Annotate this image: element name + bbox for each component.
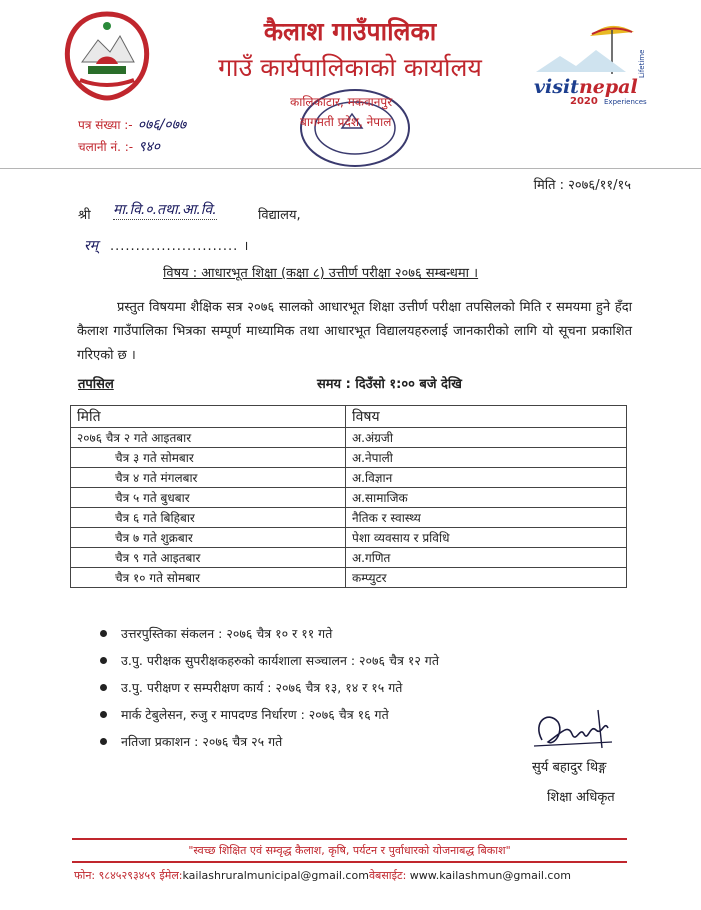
visit-word: visit [534, 76, 579, 98]
chalani-number [78, 136, 160, 156]
list-item [100, 728, 439, 755]
table-cell-subject: अ.अंग्रजी [346, 428, 627, 448]
footer-email-label: ईमेल: [159, 869, 183, 882]
patra-value: ०७६/०७७ [137, 117, 187, 133]
list-item [100, 620, 439, 647]
table-cell-subject: अ.गणित [346, 548, 627, 568]
table-header-date: मिति [71, 406, 346, 428]
patra-sankhya [78, 114, 186, 134]
exam-time: समय : दिउँसो १:०० बजे देखि [317, 377, 462, 392]
visit-year: 2020 [570, 96, 598, 107]
body-paragraph: प्रस्तुत विषयमा शैक्षिक सत्र २०७६ सालको आधारभूत शिक्षा उत्तीर्ण परीक्षा तपसिलको मिति र समयमा हुने हँदा कैलाश गाउँपालिका भित्रका सम्पूर्ण माध्यामिक तथा आधारभूत विद्यालयहरुलाई जानकारीको लागि यो सूचना प्रकाशित गरिएको छ । [77, 300, 632, 363]
signatory-title: शिक्षा अधिकृत [547, 790, 615, 805]
bullet-icon [100, 684, 107, 691]
table-row [71, 568, 627, 588]
bullet-icon [100, 630, 107, 637]
chalani-label: चलानी नं. :- [78, 140, 134, 154]
table-header-subject: विषय [346, 406, 627, 428]
list-item [100, 674, 439, 701]
list-item [100, 701, 439, 728]
table-cell-date: चैत्र ५ गते बुधबार [71, 488, 346, 508]
office-title: गाउँ कार्यपालिकाको कार्यालय [218, 53, 482, 82]
list-item-text: उ.पु. परीक्षण र सम्परीक्षण कार्य : २०७६ चैत्र १३, १४ र १५ गते [121, 680, 403, 695]
exam-schedule-table [70, 405, 627, 588]
footer-website: www.kailashmun@gmail.com [409, 869, 571, 882]
visit-nepal-logo [530, 14, 670, 110]
table-row [71, 468, 627, 488]
footer-motto: "स्वच्छ शिक्षित एवं सम्वृद्ध कैलाश, कृषि, पर्यटन र पुर्वाधारको योजनाबद्ध बिकाश" [188, 844, 511, 857]
visit-tagline-1: Lifetime [638, 49, 646, 78]
list-item-text: उत्तरपुस्तिका संकलन : २०७६ चैत्र १० र ११ गते [121, 626, 333, 641]
table-cell-subject: अ.विज्ञान [346, 468, 627, 488]
address-line-1: कालिकाटार, मकवानपुर [290, 95, 393, 109]
recipient-place: रम् [84, 238, 99, 254]
table-row [71, 448, 627, 468]
signature [528, 702, 618, 758]
visit-tagline-2: Experiences [604, 98, 647, 106]
table-header-row [71, 406, 627, 428]
table-cell-date: चैत्र ६ गते बिहिबार [71, 508, 346, 528]
list-item-text: उ.पु. परीक्षक सुपरीक्षकहरुको कार्यशाला सञ्चालन : २०७६ चैत्र १२ गते [121, 653, 439, 668]
list-item [100, 647, 439, 674]
table-cell-date: २०७६ चैत्र २ गते आइतबार [71, 428, 346, 448]
subject-line: विषय : आधारभूत शिक्षा (कक्षा ८) उत्तीर्ण परीक्षा २०७६ सम्बन्धमा । [163, 266, 479, 281]
recipient-dots: ......................... । [110, 239, 250, 254]
footer-contact [74, 868, 571, 883]
nepal-word: nepal [578, 76, 638, 98]
org-title: कैलाश गाउँपालिका [263, 17, 437, 46]
footer-divider-top [72, 838, 627, 840]
recipient-prefix: श्री [78, 208, 91, 223]
bullet-icon [100, 657, 107, 664]
table-cell-date: चैत्र ४ गते मंगलबार [71, 468, 346, 488]
table-cell-date: चैत्र ९ गते आइतबार [71, 548, 346, 568]
footer-phone: फोन: ९८४५२९३४५९ [74, 869, 156, 882]
header-divider [0, 168, 701, 169]
list-item-text: मार्क टेबुलेसन, रुजु र मापदण्ड निर्धारण : २०७६ चैत्र १६ गते [121, 707, 389, 722]
table-row [71, 528, 627, 548]
bullet-icon [100, 711, 107, 718]
footer-email: kailashruralmunicipal@gmail.com [182, 869, 369, 882]
signatory-name: सुर्य बहादुर थिङ्ग [532, 760, 607, 775]
table-cell-subject: कम्प्युटर [346, 568, 627, 588]
table-row [71, 548, 627, 568]
table-cell-subject: नैतिक र स्वास्थ्य [346, 508, 627, 528]
table-cell-subject: पेशा व्यवसाय र प्रविधि [346, 528, 627, 548]
table-row [71, 508, 627, 528]
patra-label: पत्र संख्या :- [78, 118, 133, 132]
table-cell-date: चैत्र ३ गते सोमबार [71, 448, 346, 468]
table-cell-subject: अ.सामाजिक [346, 488, 627, 508]
letter-date: मिति : २०७६/११/१५ [533, 178, 631, 193]
recipient-suffix: विद्यालय, [258, 208, 301, 223]
footer-divider-bottom [72, 861, 627, 863]
schedule-points [100, 620, 439, 755]
table-cell-date: चैत्र १० गते सोमबार [71, 568, 346, 588]
table-cell-subject: अ.नेपाली [346, 448, 627, 468]
table-cell-date: चैत्र ७ गते शुक्रबार [71, 528, 346, 548]
list-item-text: नतिजा प्रकाशन : २०७६ चैत्र २५ गते [121, 734, 283, 749]
footer-web-label: वेबसाईट: [368, 869, 407, 882]
table-row [71, 488, 627, 508]
tapsil-heading: तपसिल [78, 377, 114, 392]
recipient-name: मा.वि.०.तथा.आ.वि. [113, 202, 217, 218]
chalani-value: ९४० [138, 139, 161, 155]
bullet-icon [100, 738, 107, 745]
nepal-emblem-logo [58, 10, 156, 102]
table-row [71, 428, 627, 448]
address-line-2: बागमती प्रदेश, नेपाल [300, 115, 392, 129]
